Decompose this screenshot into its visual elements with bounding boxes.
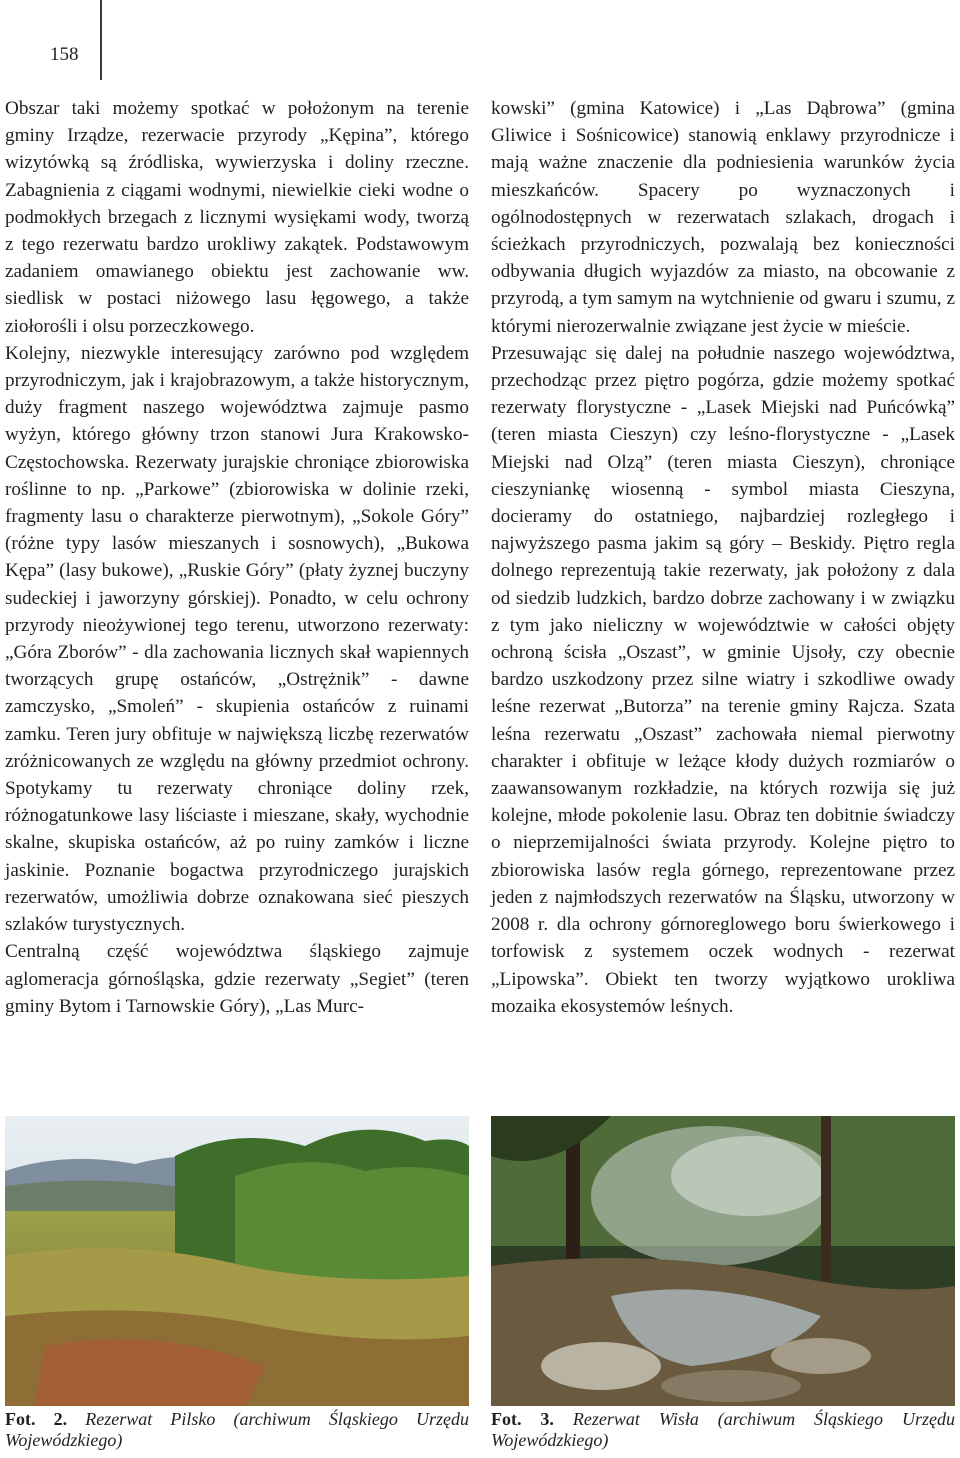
paragraph: Kolejny, niezwykle interesujący zarówno pod względem przyrodniczym, jak i krajobrazowym, a także historycznym, duży fragment naszego województwa zajmuje pasmo wyżyn, którego główny trzon stanowi Jura Krakowsko-Częstochowska. Rezerwaty jurajskie chroniące zbiorowiska roślinne to np. „Parkowe” (zbiorowiska w dolinie rzeki, fragmenty lasu o charakterze pierwotnym), „Sokole Góry” (różne typy lasów mieszanych i sosnowych), „Bukowa Kępa” (lasy bukowe), „Ruskie Góry” (płaty żyznej buczyny sudeckiej i jaworzyny górskiej). Ponadto, w celu ochrony przyrody nieożywionej tego terenu, utworzono rezerwaty: „Góra Zborów” - dla zachowania licznych skał wapiennych tworzących grupę ostańców, „Ostrężnik” - dawne zamczysko, „Smoleń” - skupienia ostańców z ruinami zamku. Teren jury obfituje w największą liczbę rezerwatów zróżnicowanych ze względu na główny przedmiot ochrony. Spotykamy tu rezerwaty chroniące doliny rzek, różnogatunkowe lasy liściaste i mieszane, skały, wychodnie skalne, skupiska ostańców, aż po ruiny zamków i liczne jaskinie. Poznanie bogactwa przyrodniczego jurajskich rezerwatów, umożliwia dobrze oznakowana sieć pieszych szlaków turystycznych. — [5, 342, 469, 936]
left-text-column — [5, 95, 469, 1020]
header-rule — [100, 0, 102, 80]
photo-wisla — [491, 1116, 955, 1406]
figure-caption — [5, 1409, 469, 1451]
page-number: 158 — [50, 44, 79, 65]
figure-label: Fot. 3. — [491, 1409, 554, 1429]
photo-pilsko — [5, 1116, 469, 1406]
figure-caption-text: Rezerwat Wisła (archiwum Śląskiego Urzędu Wojewódzkiego) — [491, 1409, 955, 1450]
paragraph: Centralną część województwa śląskiego zajmuje aglomeracja górnośląska, gdzie rezerwaty „Segiet” (teren gminy Bytom i Tarnowskie Góry), „Las Murc- — [5, 941, 469, 1017]
figure-caption — [491, 1409, 955, 1451]
paragraph: Przesuwając się dalej na południe naszego województwa, przechodząc przez piętro pogórza, gdzie możemy spotkać rezerwaty florystyczne - „Lasek Miejski nad Puńcówką” (teren miasta Cieszyn) czy leśno-florystyczne - „Lasek Miejski nad Olzą” (teren miasta Cieszyn), chroniące cieszyniankę wiosenną - symbol miasta Cieszyna, docieramy do ostatniego, najbardziej rozległego i najwyższego pasma jakim są góry – Beskidy. Piętro regla dolnego reprezentują takie rezerwaty, jak położony z dala od siedzib ludzkich, bardzo dobrze zachowany i w związku z tym jako nieliczny w województwie w całości objęty ochroną ścisła „Oszast”, w gminie Ujsoły, czy obecnie bardzo uszkodzony przez silne wiatry i szkodliwe owady leśne rezerwat „Butorza” na terenie gminy Rajcza. Szata leśna rezerwatu „Oszast” zachowała niemal pierwotny charakter i obfituje w leżące kłody dużych rozmiarów o zaawansowanym rozkładzie, na których rozwija się już kolejne, młode pokolenie lasu. Obraz ten dobitnie świadczy o nieprzemijalności świata przyrody. Kolejne piętro to zbiorowiska lasów regla górnego, reprezentowane przez jeden z najmłodszych rezerwatów na Śląsku, utworzony w 2008 r. dla ochrony górnoreglowego boru świerkowego i torfowisk z systemem oczek wodnych - rezerwat „Lipowska”. Obiekt ten tworzy wyjątkowo urokliwa mozaika ekosystemów leśnych. — [491, 342, 955, 1017]
paragraph: Obszar taki możemy spotkać w położonym na terenie gminy Irządze, rezerwacie przyrody „Kępina”, którego wizytówką są źródliska, wywierzyska i doliny rzeczne. Zabagnienia z ciągami wodnymi, niewielkie cieki wodne o podmokłych brzegach z licznymi wysiękami wody, tworzą z tego rezerwatu bardzo urokliwy zakątek. Podstawowym zadaniem omawianego obiektu jest zachowanie ww. siedlisk w postaci niżowego lasu łęgowego, a także ziołorośli i olsu porzeczkowego. — [5, 98, 469, 337]
paragraph: kowski” (gmina Katowice) i „Las Dąbrowa” (gmina Gliwice i Sośnicowice) stanowią enklawy przyrodnicze i mają ważne znaczenie dla podniesienia warunków życia mieszkańców. Spacery po wyznaczonych i ogólnodostępnych w rezerwatach szlakach, drogach i ścieżkach przyrodniczych, pozwalają bez konieczności odbywania długich wyjazdów za miasto, na obcowanie z przyrodą, a tym samym na wytchnienie od gwaru i szumu, z którymi nierozerwalnie związane jest życie w mieście. — [491, 98, 955, 337]
figure-caption-text: Rezerwat Pilsko (archiwum Śląskiego Urzędu Wojewódzkiego) — [5, 1409, 469, 1450]
right-text-column — [491, 95, 955, 1020]
figure-label: Fot. 2. — [5, 1409, 68, 1429]
